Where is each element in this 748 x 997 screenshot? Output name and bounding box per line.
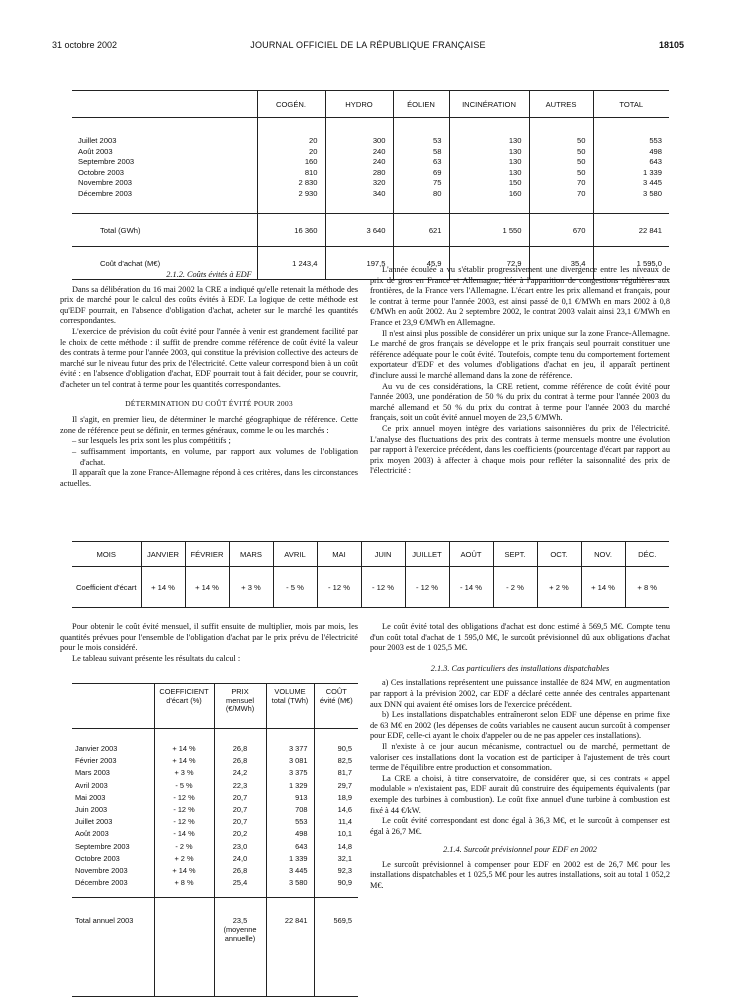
table-cell: 3 445 xyxy=(266,865,314,877)
table-cell: 53 xyxy=(393,118,449,147)
table-cell: 280 xyxy=(325,168,393,179)
paragraph: Dans sa délibération du 16 mai 2002 la CRE a indiqué qu'elle retenait la méthode des prix de marché pour le calcul des coûts évités à EDF. La logique de cette méthode est qu'EDF pourrait, en l'absence d'obligation d'achat, acheter sur le marché les quantités correspondantes. xyxy=(60,284,358,326)
table-header xyxy=(72,91,257,118)
table-cell: 643 xyxy=(593,157,669,168)
row-label: Octobre 2003 xyxy=(75,853,120,863)
table-cell: - 5 % xyxy=(273,567,317,608)
left-column-upper xyxy=(60,268,358,489)
table-cell: 340 xyxy=(325,189,393,214)
table-cell: 63 xyxy=(393,157,449,168)
table-cell: 240 xyxy=(325,157,393,168)
row-label: Août 2003 xyxy=(78,146,113,156)
table-row xyxy=(72,178,669,189)
table-cell: - 12 % xyxy=(154,792,214,804)
table-cell: + 14 % xyxy=(141,567,185,608)
row-label: Juillet 2003 xyxy=(78,136,117,145)
avoided-cost-table xyxy=(72,683,358,997)
table-cell: 498 xyxy=(266,828,314,840)
row-label: Août 2003 xyxy=(75,829,109,839)
table-cell: 26,8 xyxy=(214,755,266,767)
paragraph: L'exercice de prévision du coût évité pour l'année à venir est grandement facilité par le choix de cette méthode : il suffit de prendre comme référence de coût évité la valeur des contrats à terme pour l'année 2003, qui constitue la prévision collective des acteurs de marché sur le niveau futur des prix de l'électricité. Cette valeur correspond bien à un coût évité : en l'absence d'obligation d'achat, EDF pourrait tout à fait décider, pour se couvrir, d'acheter un tel contrat à terme pour les quantités correspondantes. xyxy=(60,326,359,389)
table-cell: 20,7 xyxy=(214,804,266,816)
table-row xyxy=(72,780,358,792)
row-label: Juin 2003 xyxy=(75,805,108,815)
header-page-number: 18105 xyxy=(658,40,684,50)
table-header: MOIS xyxy=(72,542,141,567)
table-cell: 150 xyxy=(449,178,529,189)
table-cell: 130 xyxy=(449,118,529,147)
table-header: AOÛT xyxy=(449,542,493,567)
row-label: Février 2003 xyxy=(75,756,117,766)
table-row xyxy=(72,804,358,816)
table-cell: 26,8 xyxy=(214,865,266,877)
table-cell: - 2 % xyxy=(493,567,537,608)
table-cell: 130 xyxy=(449,168,529,179)
table-cell: - 14 % xyxy=(449,567,493,608)
table-cell: 320 xyxy=(325,178,393,189)
header-date: 31 octobre 2002 xyxy=(52,40,118,50)
table-cell: 1 595,0 xyxy=(593,247,669,280)
table-row xyxy=(72,567,669,608)
table-cell: 58 xyxy=(393,147,449,158)
table-cell: - 12 % xyxy=(361,567,405,608)
table-cell: 670 xyxy=(529,214,593,247)
total-row xyxy=(72,898,358,997)
table-cell: 3 377 xyxy=(266,729,314,756)
table-header: HYDRO xyxy=(325,91,393,118)
table-header: JANVIER xyxy=(141,542,185,567)
table-header xyxy=(72,684,154,729)
table-row xyxy=(72,168,669,179)
row-label: Janvier 2003 xyxy=(75,744,118,753)
table-cell: 35,4 xyxy=(529,247,593,280)
table-cell: 22,3 xyxy=(214,780,266,792)
table-row xyxy=(72,841,358,853)
table-cell: 29,7 xyxy=(314,780,358,792)
table-cell: 2 830 xyxy=(257,178,325,189)
table-cell: 90,9 xyxy=(314,877,358,898)
paragraph: Le surcoût prévisionnel à compenser pour EDF en 2002 est de 26,7 M€ pour les installations dispatchables et 1 025,5 M€ pour les autres installations, soit au total 1 052,2 M€. xyxy=(370,859,670,891)
row-label: Mai 2003 xyxy=(75,792,106,802)
table-cell: 553 xyxy=(266,816,314,828)
table-cell: 50 xyxy=(529,147,593,158)
table-header: DÉC. xyxy=(625,542,669,567)
table-cell: 240 xyxy=(325,147,393,158)
table-cell: 3 375 xyxy=(266,767,314,779)
row-label: Coût d'achat (M€) xyxy=(72,247,257,280)
table-cell: 810 xyxy=(257,168,325,179)
paragraph: Au vu de ces considérations, la CRE retient, comme référence de coût évité pour l'année 2003, une pondération de 50 % du prix du contrat à terme pour l'année 2003 du marché allemand et 50 % du prix du contrat à terme pour l'année 2003 du marché français, soit un coût évité annuel moyen de 23,5 €/MWh. xyxy=(370,381,670,423)
table-cell: + 2 % xyxy=(537,567,581,608)
table-cell: 82,5 xyxy=(314,755,358,767)
table-cell: 24,2 xyxy=(214,767,266,779)
paragraph: L'année écoulée a vu s'établir progressivement une divergence entre les niveaux de prix de gros en France et Allemagne, liée à l'apparition de congestions régulières aux frontières, de la France vers l'Allemagne. L'écart entre les prix allemand et français, pour le contrat à terme pour l'année 2003, est ainsi passé de 0,1 €/MWh en mars 2002 à 0,8 €/MWh en août 2002. Au 2 septembre 2002, le contrat 2003 valait ainsi 23,1 €/MWh en France et 23,9 €/MWh en Allemagne. xyxy=(370,265,670,327)
table-cell: 18,9 xyxy=(314,792,358,804)
table-row xyxy=(72,118,669,147)
section-title: 2.1.3. Cas particuliers des installations dispatchables xyxy=(430,663,610,673)
paragraph: La CRE a choisi, à titre conservatoire, de considérer que, si ces contrats « appel modulable » n'existaient pas, EDF aurait dû construire des équipements équivalents (par exemple des turbines à combustion). Le coût fixe annuel d'une turbine à combustion est fixé à 44 €/kW. xyxy=(370,773,670,815)
table-cell: + 14 % xyxy=(154,729,214,756)
table-cell: 70 xyxy=(529,178,593,189)
table-cell: 50 xyxy=(529,157,593,168)
table-header-row xyxy=(72,91,669,118)
table-cell: 50 xyxy=(529,118,593,147)
table-header: SEPT. xyxy=(493,542,537,567)
table-cell: 1 339 xyxy=(593,168,669,179)
table-row xyxy=(72,865,358,877)
table-cell: 22 841 xyxy=(593,214,669,247)
table-row xyxy=(72,853,358,865)
right-column-upper xyxy=(370,265,670,477)
row-label: Octobre 2003 xyxy=(78,167,125,177)
table-row xyxy=(72,157,669,168)
table-cell: 90,5 xyxy=(314,729,358,756)
row-label: Septembre 2003 xyxy=(75,841,130,851)
table-cell: + 2 % xyxy=(154,853,214,865)
table-cell: 22 841 xyxy=(266,898,314,997)
table-cell: 10,1 xyxy=(314,828,358,840)
table-header: COEFFICIENT d'écart (%) xyxy=(154,684,214,729)
table-cell: 32,1 xyxy=(314,853,358,865)
table-cell: 16 360 xyxy=(257,214,325,247)
table-cell: - 14 % xyxy=(154,828,214,840)
table-header: INCINÉRATION xyxy=(449,91,529,118)
table-cell: + 14 % xyxy=(581,567,625,608)
table-cell: 72,9 xyxy=(449,247,529,280)
table-cell: 20,7 xyxy=(214,792,266,804)
table-cell: - 12 % xyxy=(154,804,214,816)
table-cell: 80 xyxy=(393,189,449,214)
table-header: AVRIL xyxy=(273,542,317,567)
table-header: JUIN xyxy=(361,542,405,567)
paragraph: Le coût évité total des obligations d'achat est donc estimé à 569,5 M€. Compte tenu d'un coût total d'achat de 1 595,0 M€, le surcoût prévisionnel dû aux obligations d'achat pour 2003 est de 1 025,5 M€. xyxy=(370,622,670,653)
table-cell: + 14 % xyxy=(154,755,214,767)
page-header xyxy=(52,40,684,54)
table-cell: 130 xyxy=(449,147,529,158)
row-label: Total (GWh) xyxy=(72,214,257,247)
table-cell: 197,5 xyxy=(325,247,393,280)
table-row xyxy=(72,877,358,898)
table-header: COÛT évité (M€) xyxy=(314,684,358,729)
table-cell: + 14 % xyxy=(154,865,214,877)
table-cell: 569,5 xyxy=(314,898,358,997)
row-label: Mars 2003 xyxy=(75,768,110,778)
table-cell: 25,4 xyxy=(214,877,266,898)
table-cell: 81,7 xyxy=(314,767,358,779)
paragraph: Ce prix annuel moyen intègre des variations saisonnières du prix de l'électricité. L'analyse des fluctuations des prix des contrats à terme mensuels montre une évolution par rapport à l'exercice précédent, dans les coefficients (pourcentage d'écart par rapport au prix moyen 2003) à affecter à chaque mois pour refléter la saisonnalité des prix de l'électricité : xyxy=(370,423,670,476)
row-label: Coefficient d'écart xyxy=(72,567,141,608)
table-cell: 69 xyxy=(393,168,449,179)
table-header: COGÉN. xyxy=(257,91,325,118)
table-cell xyxy=(154,898,214,997)
table-header-row xyxy=(72,542,669,567)
purchase-volume-table xyxy=(72,90,669,280)
paragraph: Il s'agit, en premier lieu, de déterminer le marché géographique de référence. Cette zone de référence peut se définir, en termes généraux, comme le ou les marchés : xyxy=(60,415,358,435)
paragraph: Il n'est ainsi plus possible de considérer un prix unique sur la zone France-Allemagne. Le marché de gros français se développe et le prix français seul pourrait constituer une référence adéquate pour le coût évité. Toutefois, compte tenu du comportement fortement exportateur d'EDF et des volumes d'obligations d'achat en jeu, il apparaît pertinent d'inclure aussi le marché allemand dans la zone de référence. xyxy=(370,328,670,380)
table-cell: + 8 % xyxy=(154,877,214,898)
section-subtitle: DÉTERMINATION DU COÛT ÉVITÉ POUR 2003 xyxy=(125,398,293,408)
table-header: FÉVRIER xyxy=(185,542,229,567)
paragraph: a) Ces installations représentent une puissance installée de 824 MW, en augmentation par rapport à la prévision 2002, car EDF a déclaré cette année des centrales appartenant aux DNN qui avaient été omises lors de l'exercice précédent. xyxy=(370,678,670,709)
table-header: PRIX mensuel (€/MWh) xyxy=(214,684,266,729)
table-header: ÉOLIEN xyxy=(393,91,449,118)
table-cell: - 2 % xyxy=(154,841,214,853)
table-cell: 23,0 xyxy=(214,841,266,853)
section-title: 2.1.2. Coûts évités à EDF xyxy=(166,270,252,279)
table-cell: - 12 % xyxy=(154,816,214,828)
list-item: – sur lesquels les prix sont les plus compétitifs ; xyxy=(72,436,231,446)
table-cell: 1 550 xyxy=(449,214,529,247)
paragraph: Il n'existe à ce jour aucun mécanisme, contractuel ou de marché, permettant de valoriser ces installations dont la vocation est de participer à l'ajustement de très court terme de l'équilibre entre production et consommation. xyxy=(370,741,670,773)
table-row xyxy=(72,828,358,840)
table-cell: 23,5 (moyenne annuelle) xyxy=(214,898,266,997)
table-cell: 50 xyxy=(529,168,593,179)
table-cell: 643 xyxy=(266,841,314,853)
paragraph: Il apparaît que la zone France-Allemagne répond à ces critères, dans les circonstances actuelles. xyxy=(60,468,358,488)
table-cell: 20 xyxy=(257,147,325,158)
table-cell: 1 339 xyxy=(266,853,314,865)
row-label: Septembre 2003 xyxy=(78,157,135,166)
row-label: Novembre 2003 xyxy=(75,866,128,876)
row-label: Avril 2003 xyxy=(75,780,108,790)
table-cell: 160 xyxy=(449,189,529,214)
table-header: AUTRES xyxy=(529,91,593,118)
paragraph: Le tableau suivant présente les résultats du calcul : xyxy=(72,653,241,663)
table-cell: + 3 % xyxy=(154,767,214,779)
table-row xyxy=(72,189,669,214)
table-cell: 708 xyxy=(266,804,314,816)
table-cell: 3 445 xyxy=(593,178,669,189)
table-cell: 14,6 xyxy=(314,804,358,816)
table-header: NOV. xyxy=(581,542,625,567)
table-cell: 3 081 xyxy=(266,755,314,767)
table-cell: 11,4 xyxy=(314,816,358,828)
table-cell: 92,3 xyxy=(314,865,358,877)
table-header: JUILLET xyxy=(405,542,449,567)
table-cell: 20 xyxy=(257,118,325,147)
table-row xyxy=(72,147,669,158)
table-cell: 24,0 xyxy=(214,853,266,865)
paragraph: b) Les installations dispatchables entraîneront selon EDF une dépense en prime fixe de 63 M€ en 2002 (les dépenses de coûts variables ne causent aucun surcoût à compenser pour EDF, celle-ci ayant le choix d'appeler ou de ne pas appeler ces installations). xyxy=(370,710,670,741)
table-header: OCT. xyxy=(537,542,581,567)
table-header: MARS xyxy=(229,542,273,567)
left-column-lower xyxy=(60,622,358,664)
table-cell: 45,9 xyxy=(393,247,449,280)
table-cell: 70 xyxy=(529,189,593,214)
row-label: Décembre 2003 xyxy=(72,189,257,214)
table-header: VOLUME total (TWh) xyxy=(266,684,314,729)
table-cell: 3 580 xyxy=(593,189,669,214)
table-header: MAI xyxy=(317,542,361,567)
table-cell: 3 640 xyxy=(325,214,393,247)
table-cell: 26,8 xyxy=(214,729,266,756)
table-cell: 498 xyxy=(593,147,669,158)
row-label: Décembre 2003 xyxy=(72,877,154,898)
row-label: Novembre 2003 xyxy=(78,178,133,187)
table-row xyxy=(72,792,358,804)
table-cell: 20,7 xyxy=(214,816,266,828)
table-cell: 300 xyxy=(325,118,393,147)
table-cell: 3 580 xyxy=(266,877,314,898)
table-cell: 1 243,4 xyxy=(257,247,325,280)
table-cell: + 8 % xyxy=(625,567,669,608)
table-cell: 75 xyxy=(393,178,449,189)
table-cell: 621 xyxy=(393,214,449,247)
seasonal-coefficient-table xyxy=(72,541,669,608)
table-cell: - 12 % xyxy=(405,567,449,608)
paragraph: Pour obtenir le coût évité mensuel, il suffit ensuite de multiplier, mois par mois, les quantités prévues pour l'ensemble de l'obligation d'achat par le prix prévu de l'électricité pour le mois considéré. xyxy=(60,622,358,653)
table-row xyxy=(72,767,358,779)
table-header: TOTAL xyxy=(593,91,669,118)
header-journal: JOURNAL OFFICIEL DE LA RÉPUBLIQUE FRANÇAISE xyxy=(250,40,486,50)
table-cell: 20,2 xyxy=(214,828,266,840)
criteria-list xyxy=(60,436,358,468)
table-cell: 913 xyxy=(266,792,314,804)
table-row xyxy=(72,816,358,828)
table-row xyxy=(72,729,358,756)
list-item: – suffisamment importants, en volume, par rapport aux volumes de l'obligation d'achat. xyxy=(72,446,358,467)
table-cell: 553 xyxy=(593,118,669,147)
table-cell: - 12 % xyxy=(317,567,361,608)
row-label: Total annuel 2003 xyxy=(72,898,154,997)
table-cell: + 14 % xyxy=(185,567,229,608)
table-cell: 14,8 xyxy=(314,841,358,853)
table-cell: 160 xyxy=(257,157,325,168)
table-cell: 2 930 xyxy=(257,189,325,214)
paragraph: Le coût évité correspondant est donc égal à 36,3 M€, et le surcoût à compenser est égal à 26,7 M€. xyxy=(370,816,670,836)
table-header-row xyxy=(72,684,358,729)
table-row xyxy=(72,755,358,767)
table-cell: 130 xyxy=(449,157,529,168)
right-column-lower xyxy=(370,622,670,892)
total-row xyxy=(72,214,669,247)
table-cell: + 3 % xyxy=(229,567,273,608)
section-title: 2.1.4. Surcoût prévisionnel pour EDF en 2002 xyxy=(443,845,597,855)
row-label: Juillet 2003 xyxy=(75,817,113,827)
table-cell: - 5 % xyxy=(154,780,214,792)
table-cell: 1 329 xyxy=(266,780,314,792)
